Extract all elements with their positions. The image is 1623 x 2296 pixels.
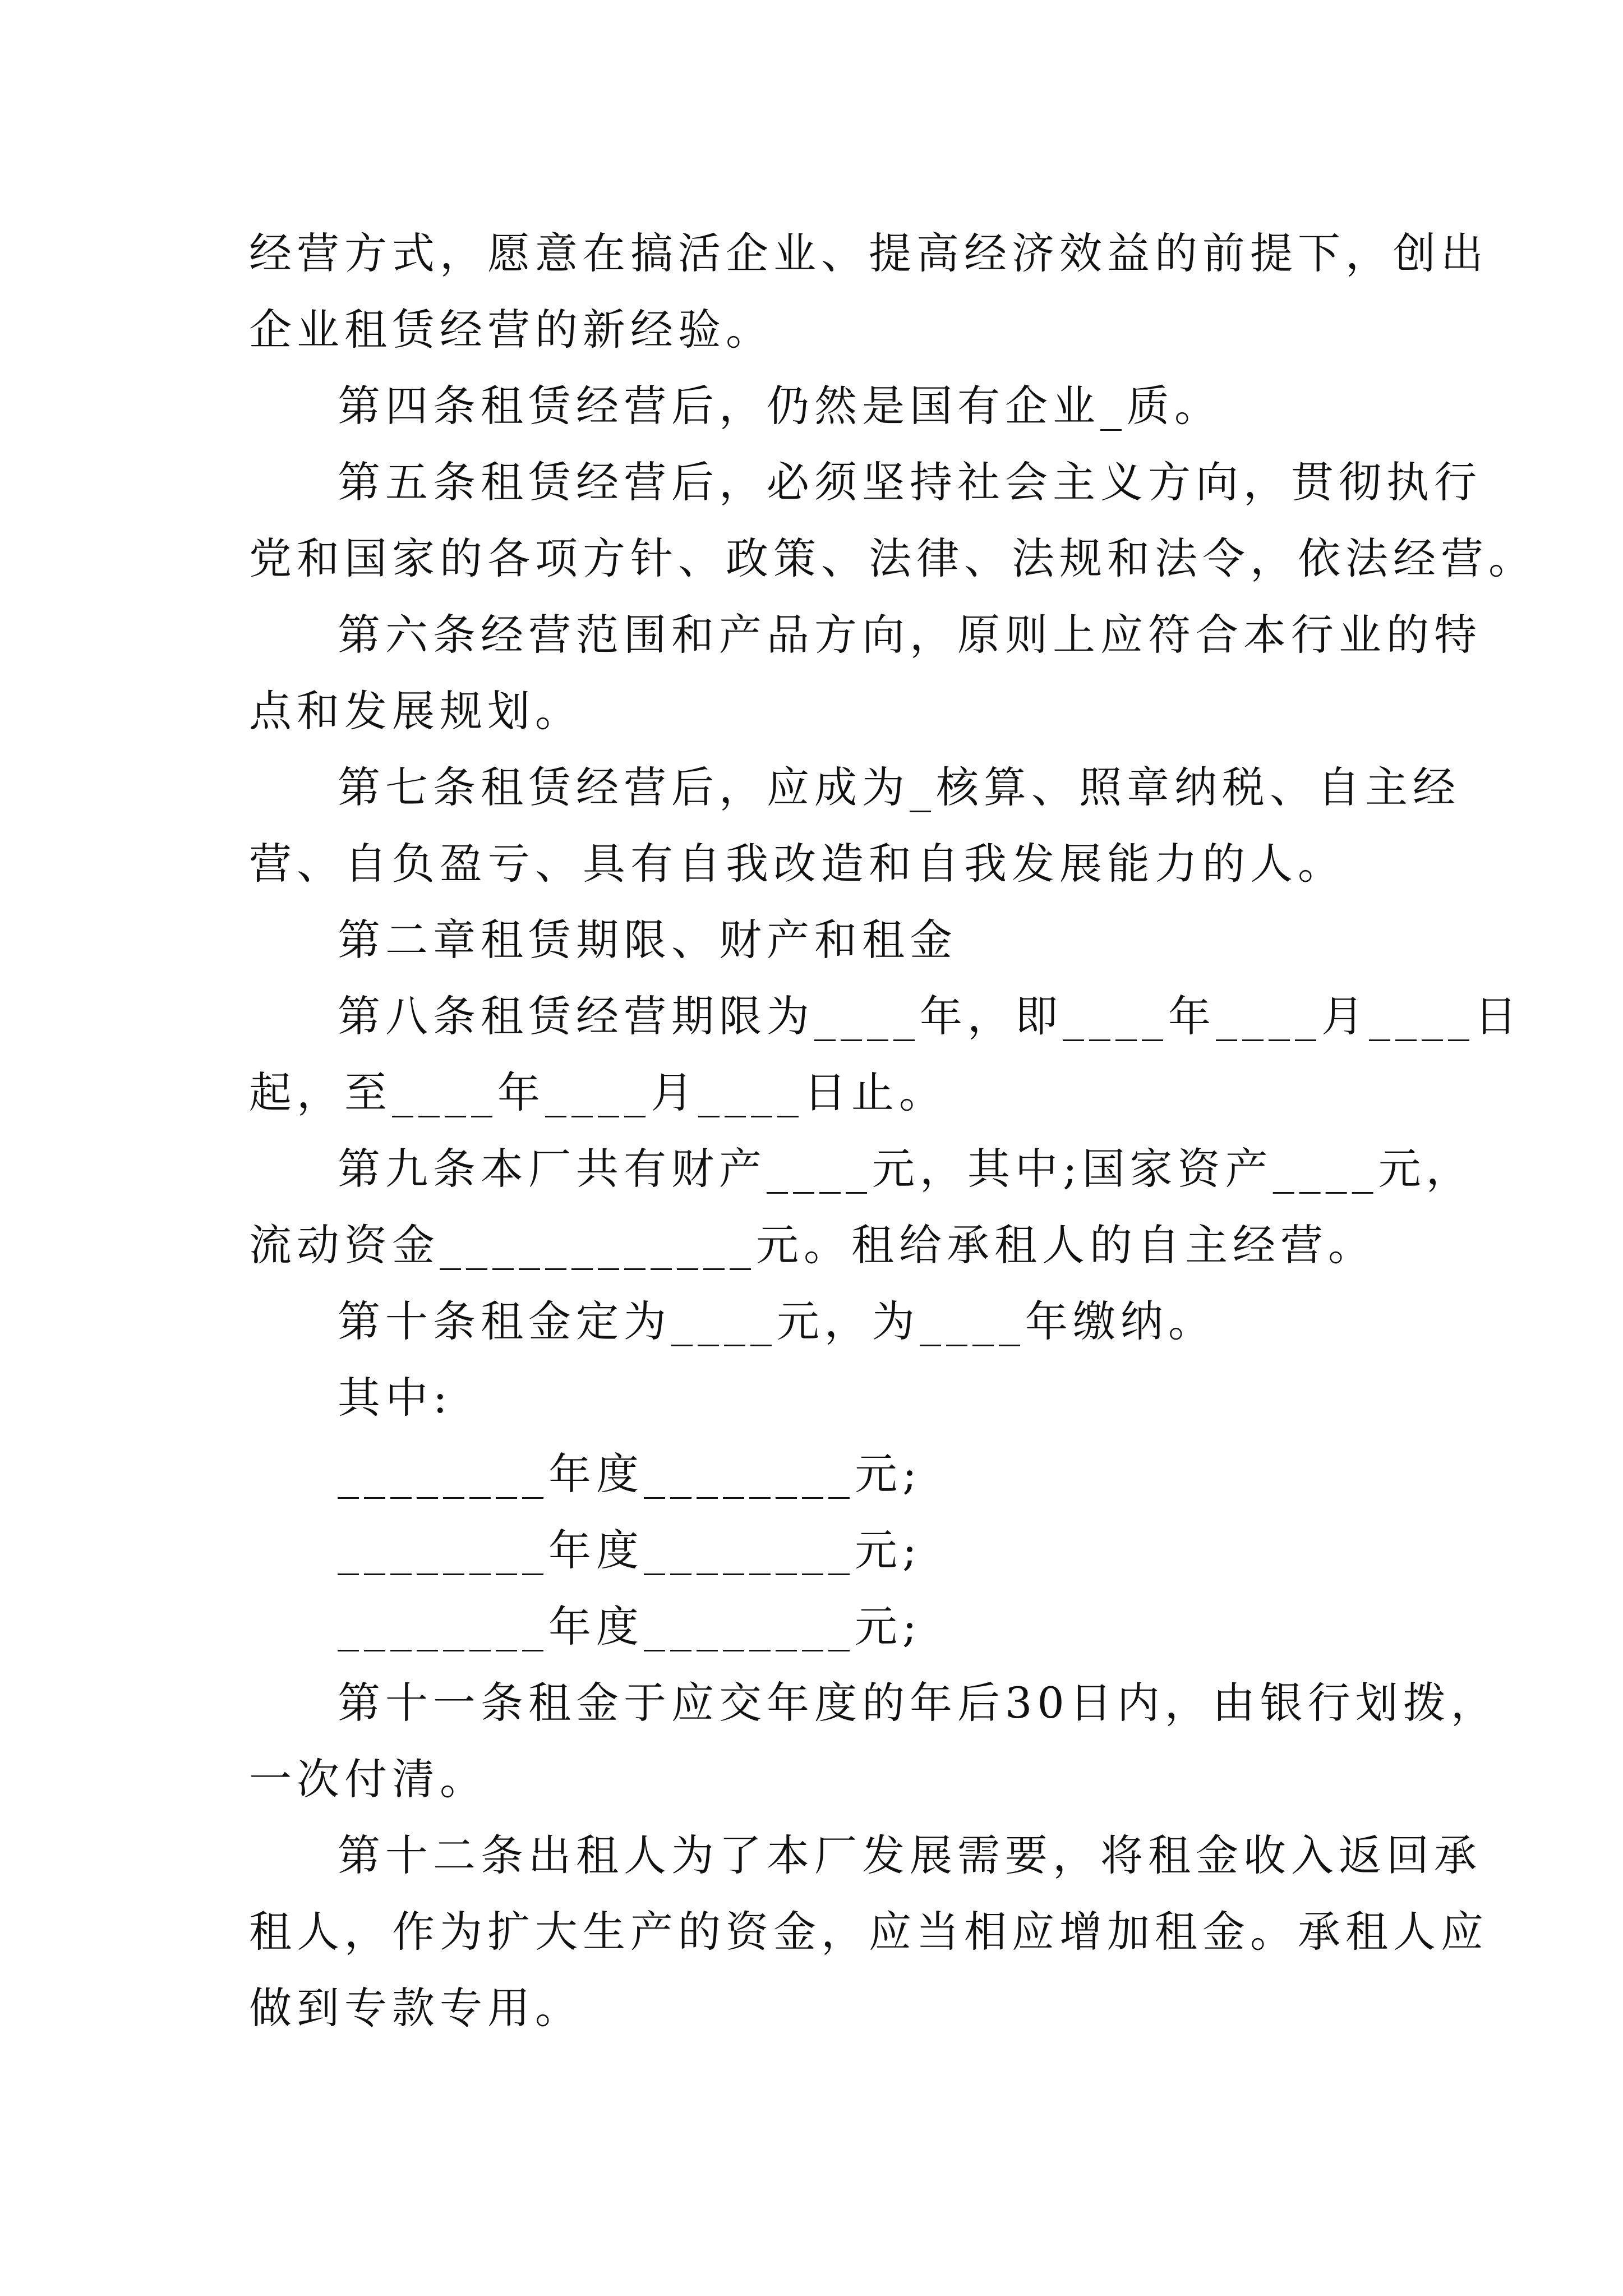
rent-year-line: ________年度________元; — [338, 1449, 922, 1499]
chapter-heading: 第二章租赁期限、财产和租金 — [338, 915, 957, 965]
article-4: 第四条租赁经营后，仍然是国有企业_质。 — [338, 381, 1222, 431]
text-line: 企业租赁经营的新经验。 — [249, 305, 773, 355]
text-line: 做到专款专用。 — [249, 1983, 583, 2033]
article-5: 第五条租赁经营后，必须坚持社会主义方向，贯彻执行 — [338, 457, 1482, 507]
text-line: 营、自负盈亏、具有自我改造和自我发展能力的人。 — [249, 839, 1345, 889]
article-12: 第十二条出租人为了本厂发展需要，将租金收入返回承 — [338, 1830, 1482, 1880]
text-line: 租人，作为扩大生产的资金，应当相应增加租金。承租人应 — [249, 1907, 1488, 1957]
rent-year-line: ________年度________元; — [338, 1525, 922, 1575]
document-body — [249, 215, 1536, 2046]
article-7: 第七条租赁经营后，应成为_核算、照章纳税、自主经 — [338, 762, 1460, 812]
text-line: 经营方式，愿意在搞活企业、提高经济效益的前提下，创出 — [249, 228, 1488, 278]
article-8: 第八条租赁经营期限为____年，即____年____月____日 — [338, 991, 1522, 1041]
article-11: 第十一条租金于应交年度的年后30日内，由银行划拨， — [338, 1678, 1498, 1728]
text-line: 党和国家的各项方针、政策、法律、法规和法令，依法经营。 — [249, 533, 1536, 583]
article-9: 第九条本厂共有财产____元，其中;国家资产____元， — [338, 1144, 1474, 1194]
rent-year-line: ________年度________元; — [338, 1602, 922, 1651]
article-6: 第六条经营范围和产品方向，原则上应符合本行业的特 — [338, 610, 1482, 660]
text-line: 一次付清。 — [249, 1754, 487, 1804]
text-line: 其中: — [338, 1373, 453, 1423]
text-line: 流动资金____________元。租给承租人的自主经营。 — [249, 1220, 1376, 1270]
text-line: 点和发展规划。 — [249, 686, 583, 736]
text-line: 起，至____年____月____日止。 — [249, 1068, 947, 1117]
article-10: 第十条租金定为____元，为____年缴纳。 — [338, 1296, 1216, 1346]
